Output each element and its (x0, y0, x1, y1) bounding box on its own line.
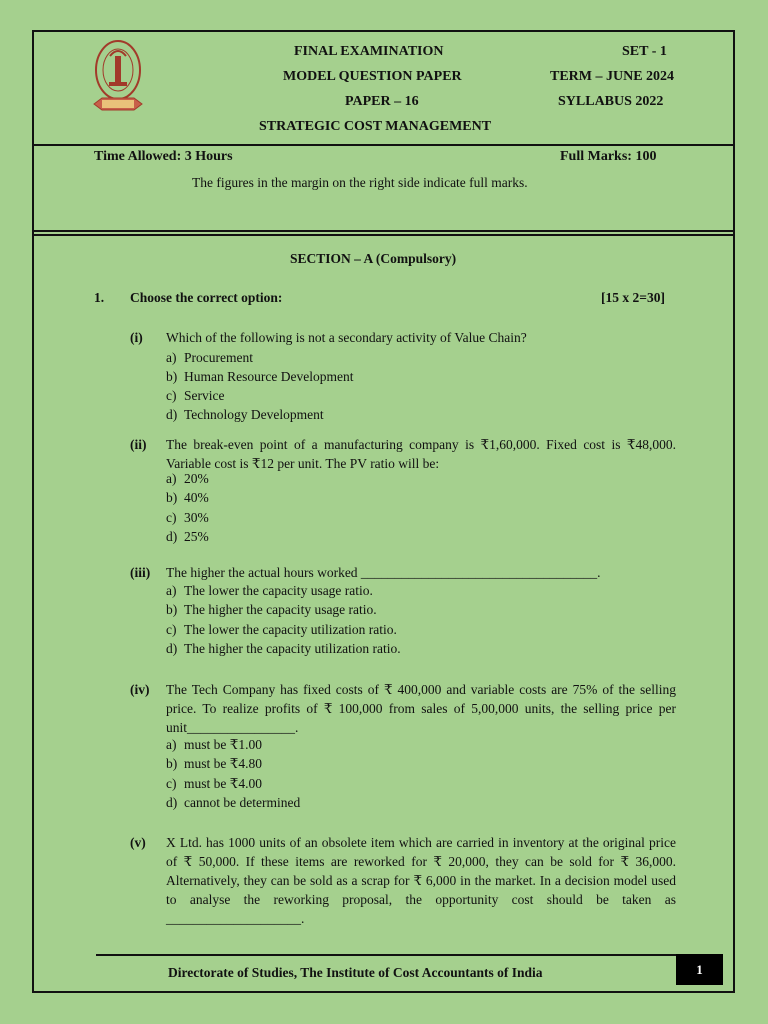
option-label: d) (166, 641, 178, 656)
option (166, 388, 224, 404)
option-label: b) (166, 602, 178, 617)
sub-question-number: (i) (130, 330, 143, 345)
option-text: Technology Development (184, 407, 324, 422)
option-label: c) (166, 622, 177, 637)
sub-question-text: The break-even point of a manufacturing company is ₹1,60,000. Fixed cost is ₹48,000. Variable cost is ₹12 per unit. The PV ratio will be: (166, 437, 676, 471)
option-text: The lower the capacity utilization ratio. (184, 622, 397, 637)
option-label: a) (166, 737, 177, 752)
option (166, 776, 262, 792)
sub-question-number: (ii) (130, 437, 147, 452)
time-marks-block (34, 144, 733, 232)
sub-question-text: The higher the actual hours worked ___________________________________. (166, 565, 601, 580)
term-label: TERM – JUNE 2024 (550, 69, 675, 84)
option-label: c) (166, 510, 177, 525)
section-title: SECTION – A (Compulsory) (290, 251, 457, 266)
option-label: b) (166, 369, 178, 384)
option-text: 20% (184, 471, 209, 486)
option-label: a) (166, 350, 177, 365)
option (166, 737, 262, 753)
option-label: a) (166, 471, 177, 486)
footer-rule (96, 954, 687, 956)
option-label: d) (166, 407, 178, 422)
option-label: d) (166, 795, 178, 810)
page-frame (32, 30, 735, 993)
option-text: The lower the capacity usage ratio. (184, 583, 373, 598)
question-instruction: Choose the correct option: (130, 290, 283, 305)
option (166, 583, 373, 599)
question-marks: [15 x 2=30] (601, 290, 665, 305)
option-label: a) (166, 583, 177, 598)
option-label: b) (166, 756, 178, 771)
option-text: must be ₹1.00 (184, 737, 262, 752)
set-label: SET - 1 (622, 44, 667, 59)
header-block (34, 32, 733, 146)
option (166, 756, 262, 772)
option (166, 510, 209, 526)
option-label: c) (166, 388, 177, 403)
paper-type: MODEL QUESTION PAPER (283, 69, 462, 84)
option-label: d) (166, 529, 178, 544)
option (166, 529, 209, 545)
option-text: 40% (184, 490, 209, 505)
full-marks: Full Marks: 100 (560, 149, 657, 164)
option-label: b) (166, 490, 178, 505)
sub-question-number: (iv) (130, 682, 150, 697)
sub-question-number: (iii) (130, 565, 151, 580)
sub-question-number: (v) (130, 835, 146, 850)
sub-question-text: Which of the following is not a secondary activity of Value Chain? (166, 330, 527, 345)
option-text: must be ₹4.00 (184, 776, 262, 791)
option-text: must be ₹4.80 (184, 756, 262, 771)
divider (34, 234, 733, 236)
option-text: Human Resource Development (184, 369, 354, 384)
time-allowed: Time Allowed: 3 Hours (94, 149, 233, 164)
question-number: 1. (94, 290, 105, 305)
option (166, 622, 397, 638)
option (166, 407, 324, 423)
option (166, 490, 209, 506)
option (166, 471, 209, 487)
syllabus-label: SYLLABUS 2022 (558, 94, 664, 109)
option (166, 641, 401, 657)
option-text: cannot be determined (184, 795, 301, 810)
page-number: 1 (676, 954, 723, 985)
option-text: The higher the capacity usage ratio. (184, 602, 377, 617)
option-text: The higher the capacity utilization ratio. (184, 641, 401, 656)
subject-title: STRATEGIC COST MANAGEMENT (259, 119, 492, 134)
option-label: c) (166, 776, 177, 791)
marks-note: The figures in the margin on the right side indicate full marks. (192, 175, 528, 190)
option (166, 350, 253, 366)
footer-text: Directorate of Studies, The Institute of Cost Accountants of India (168, 965, 543, 980)
exam-title: FINAL EXAMINATION (294, 44, 444, 59)
option (166, 795, 300, 811)
paper-number: PAPER – 16 (345, 94, 419, 109)
option-text: 25% (184, 529, 209, 544)
option (166, 602, 377, 618)
sub-question-text: The Tech Company has fixed costs of ₹ 400,000 and variable costs are 75% of the selling price. To realize profits of ₹ 100,000 from sales of 5,00,000 units, the selling price per unit________________. (166, 682, 676, 735)
sub-question-text: X Ltd. has 1000 units of an obsolete item which are carried in inventory at the original price of ₹ 50,000. If these items are reworked for ₹ 20,000, they can be sold for ₹ 36,000. Alternatively, they can be sold as a scrap for ₹ 6,000 in the market. In a decision model used to analyse the reworking proposal, the opportunity cost should be taken as ____________________. (166, 835, 676, 926)
option-text: 30% (184, 510, 209, 525)
option-text: Procurement (184, 350, 253, 365)
option (166, 369, 353, 385)
option-text: Service (184, 388, 225, 403)
institute-logo-icon (92, 38, 144, 118)
